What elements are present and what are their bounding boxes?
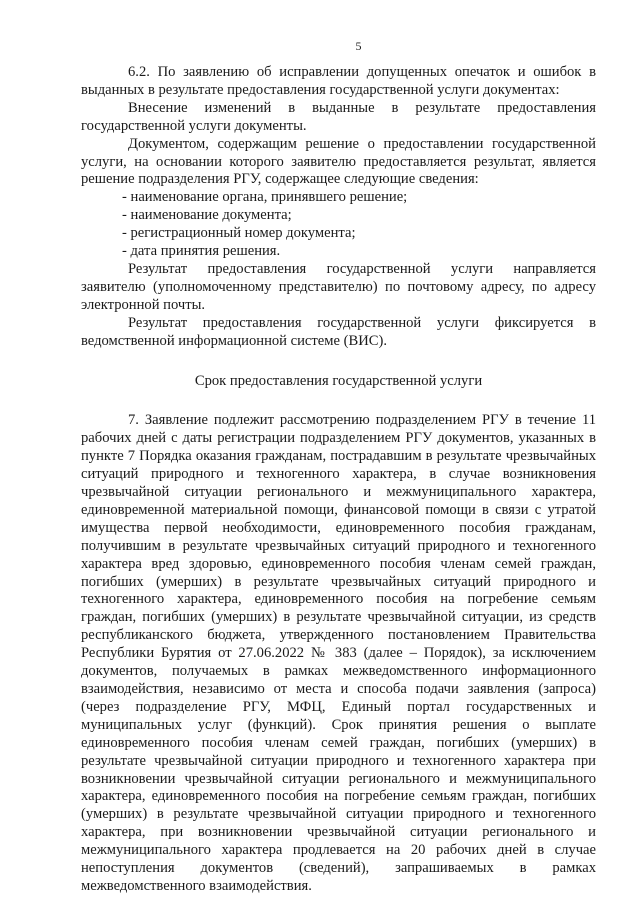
section-heading: Срок предоставления государственной услуги bbox=[194, 372, 483, 389]
list-item: - наименование документа; bbox=[122, 207, 292, 224]
paragraph-changes: Внесение изменений в выданные в результате предоставления государственной услуги документы. bbox=[81, 99, 596, 134]
paragraph-result-delivery: Результат предоставления государственной услуги направляется заявителю (уполномоченному представителю) по почтовому адресу, по адресу электронной почты. bbox=[81, 260, 596, 313]
list-item: - наименование органа, принявшего решение; bbox=[122, 189, 408, 206]
list-item: - дата принятия решения. bbox=[122, 243, 281, 260]
paragraph-result-recorded: Результат предоставления государственной услуги фиксируется в ведомственной информационной системе (ВИС). bbox=[81, 314, 596, 349]
list-item: - регистрационный номер документа; bbox=[122, 225, 356, 242]
paragraph-decision-document: Документом, содержащим решение о предоставлении государственной услуги, на основании которого заявителю предоставляется результат, является решение подразделения РГУ, содержащее следующие сведения: bbox=[81, 135, 596, 188]
paragraph-6-2: 6.2. По заявлению об исправлении допущенных опечаток и ошибок в выданных в результате предоставления государственной услуги документах: bbox=[81, 64, 596, 98]
page-number: 5 bbox=[355, 39, 362, 53]
paragraph-7: 7. Заявление подлежит рассмотрению подразделением РГУ в течение 11 рабочих дней с даты регистрации подразделением РГУ документов, указанных в пункте 7 Порядка оказания гражданам, пострадавшим в результате чрезвычайных ситуаций природного и техногенного характера, в случае возникновения чрезвычайной ситуации регионального и межмуниципального характера, единовременной материальной помощи, финансовой помощи в связи с утратой имущества первой необходимости, единовременного пособия гражданам, получившим в результате чрезвычайных ситуаций природного и техногенного характера вред здоровью, единовременного пособия членам семей граждан, погибших (умерших) в результате чрезвычайных ситуаций природного и техногенного характера, единовременного пособия на погребение семьям граждан, погибших (умерших) в результате чрезвычайной ситуации, из средств республиканского бюджета, утвержденного постановлением Правительства Республики Бурятия от 27.06.2022 № 383 (далее – Порядок), за исключением документов, получаемых в рамках межведомственного информационного взаимодействия, независимо от места и способа подачи заявления (запроса) (через подразделение РГУ, МФЦ, Единый портал государственных и муниципальных услуг (функций). Срок принятия решения о выплате единовременного пособия членам семей граждан, погибших (умерших) в результате чрезвычайной ситуации природного и техногенного характера при возникновении чрезвычайной ситуации регионального и межмуниципального характера, единовременного пособия на погребение семьям граждан, погибших (умерших) в результате чрезвычайной ситуации природного и техногенного характера, при возникновении чрезвычайной ситуации регионального и межмуниципального характера продлевается на 20 рабочих дней в случае непоступления документов (сведений), запрашиваемых в рамках межведомственного взаимодействия. bbox=[81, 412, 596, 894]
